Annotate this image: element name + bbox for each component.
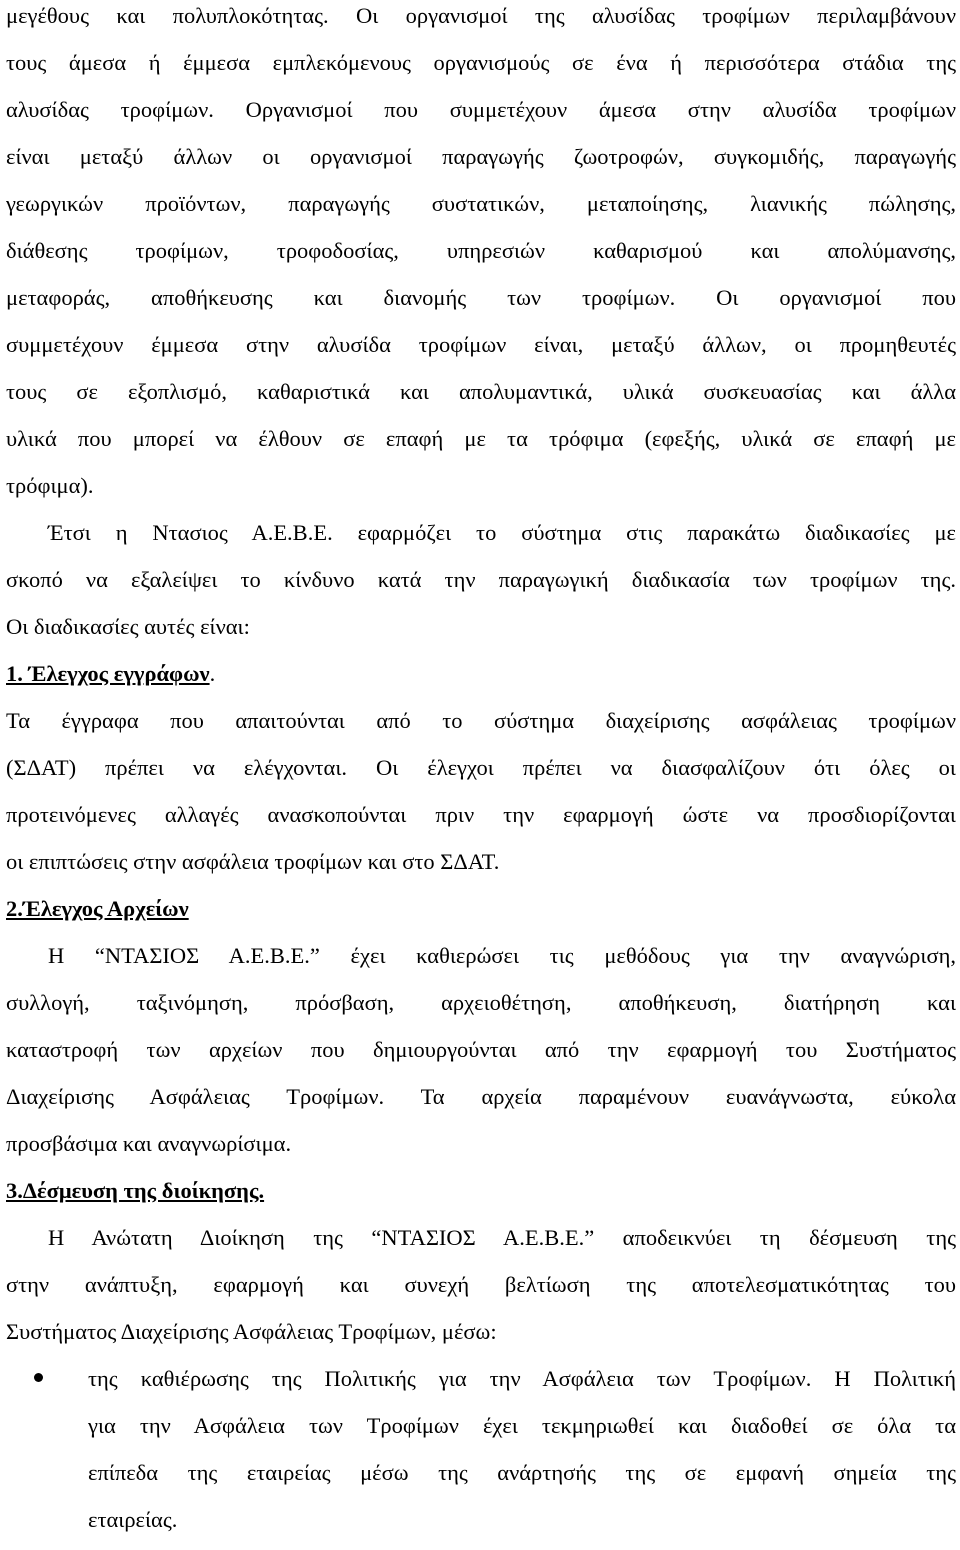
heading-period: .: [209, 661, 216, 686]
text-line: καταστροφή των αρχείων που δημιουργούνται από την εφαρμογή του Συστήματος: [6, 1037, 956, 1062]
text-line: τρόφιμα).: [6, 473, 94, 498]
text-line: Οι διαδικασίες αυτές είναι:: [6, 614, 250, 639]
text-line: γεωργικών προϊόντων, παραγωγής συστατικών, μεταποίησης, λιανικής πώλησης,: [6, 191, 956, 216]
heading-records-control: [6, 885, 956, 932]
bullet-text: της καθιέρωσης της Πολιτικής για την Ασφάλεια των Τροφίμων. Η Πολιτική: [88, 1366, 956, 1391]
heading-management-commitment: [6, 1167, 956, 1214]
text-line: επίπεδα της εταιρείας μέσω της ανάρτησής της σε εμφανή σημεία της: [88, 1460, 956, 1485]
paragraph-food-chain: [6, 0, 956, 509]
text-line: για την Ασφάλεια των Τροφίμων έχει τεκμηριωθεί και διαδοθεί σε όλα τα: [88, 1413, 956, 1438]
text-line: εταιρείας.: [88, 1507, 178, 1532]
text-line: Τα έγγραφα που απαιτούνται από το σύστημα διαχείρισης ασφάλειας τροφίμων: [6, 708, 956, 733]
text-line: προσβάσιμα και αναγνωρίσιμα.: [6, 1131, 292, 1156]
text-line: τους σε εξοπλισμό, καθαριστικά και απολυμαντικά, υλικά συσκευασίας και άλλα: [6, 379, 956, 404]
text-line: Συστήματος Διαχείρισης Ασφάλειας Τροφίμων, μέσω:: [6, 1319, 497, 1344]
bullet-line: [6, 1355, 956, 1402]
text-line: συλλογή, ταξινόμηση, πρόσβαση, αρχειοθέτηση, αποθήκευση, διατήρηση και: [6, 990, 956, 1015]
heading-text: 1. Έλεγχος εγγράφων: [6, 661, 210, 686]
text-line: τους άμεσα ή έμμεσα εμπλεκόμενους οργανισμούς σε ένα ή περισσότερα στάδια της: [6, 50, 956, 75]
text-line: στην ανάπτυξη, εφαρμογή και συνεχή βελτίωση της αποτελεσματικότητας του: [6, 1272, 956, 1297]
text-line: Διαχείρισης Ασφάλειας Τροφίμων. Τα αρχεία παραμένουν ευανάγνωστα, εύκολα: [6, 1084, 956, 1109]
text-line: οι επιπτώσεις στην ασφάλεια τροφίμων και στο ΣΔΑΤ.: [6, 849, 500, 874]
text-line: μεταφοράς, αποθήκευσης και διανομής των τροφίμων. Οι οργανισμοί που: [6, 285, 956, 310]
text-line: συμμετέχουν έμμεσα στην αλυσίδα τροφίμων είναι, μεταξύ άλλων, οι προμηθευτές: [6, 332, 956, 357]
text-line: αλυσίδας τροφίμων. Οργανισμοί που συμμετέχουν άμεσα στην αλυσίδα τροφίμων: [6, 97, 956, 122]
text-line: (ΣΔΑΤ) πρέπει να ελέγχονται. Οι έλεγχοι πρέπει να διασφαλίζουν ότι όλες οι: [6, 755, 956, 780]
paragraph-document-control: [6, 697, 956, 885]
text-line: υλικά που μπορεί να έλθουν σε επαφή με τα τρόφιμα (εφεξής, υλικά σε επαφή με: [6, 426, 956, 451]
text-line: Η “ΝΤΑΣΙΟΣ Α.Ε.Β.Ε.” έχει καθιερώσει τις μεθόδους για την αναγνώριση,: [48, 943, 956, 968]
text-line: μεγέθους και πολυπλοκότητας. Οι οργανισμοί της αλυσίδας τροφίμων περιλαμβάνουν: [6, 3, 956, 28]
text-line: σκοπό να εξαλείψει το κίνδυνο κατά την παραγωγική διαδικασία των τροφίμων της.: [6, 567, 956, 592]
bullet-item-food-safety-policy: [6, 1355, 956, 1543]
text-line: είναι μεταξύ άλλων οι οργανισμοί παραγωγής ζωοτροφών, συγκομιδής, παραγωγής: [6, 144, 956, 169]
heading-text: 2.Έλεγχος Αρχείων: [6, 896, 189, 921]
text-line: διάθεσης τροφίμων, τροφοδοσίας, υπηρεσιών καθαρισμού και απολύμανσης,: [6, 238, 956, 263]
paragraph-records-control: [6, 932, 956, 1167]
text-line: Έτσι η Ντασιος Α.Ε.Β.Ε. εφαρμόζει το σύστημα στις παρακάτω διαδικασίες με: [48, 520, 956, 545]
document-page: [6, 0, 956, 1543]
paragraph-procedures-intro: [6, 509, 956, 650]
bullet-icon: [34, 1373, 43, 1382]
paragraph-management-commitment: [6, 1214, 956, 1355]
heading-document-control: [6, 650, 956, 697]
text-line: Η Ανώτατη Διοίκηση της “ΝΤΑΣΙΟΣ Α.Ε.Β.Ε.” αποδεικνύει τη δέσμευση της: [48, 1225, 956, 1250]
text-line: προτεινόμενες αλλαγές ανασκοπούνται πριν την εφαρμογή ώστε να προσδιορίζονται: [6, 802, 956, 827]
heading-text: 3.Δέσμευση της διοίκησης.: [6, 1178, 265, 1203]
